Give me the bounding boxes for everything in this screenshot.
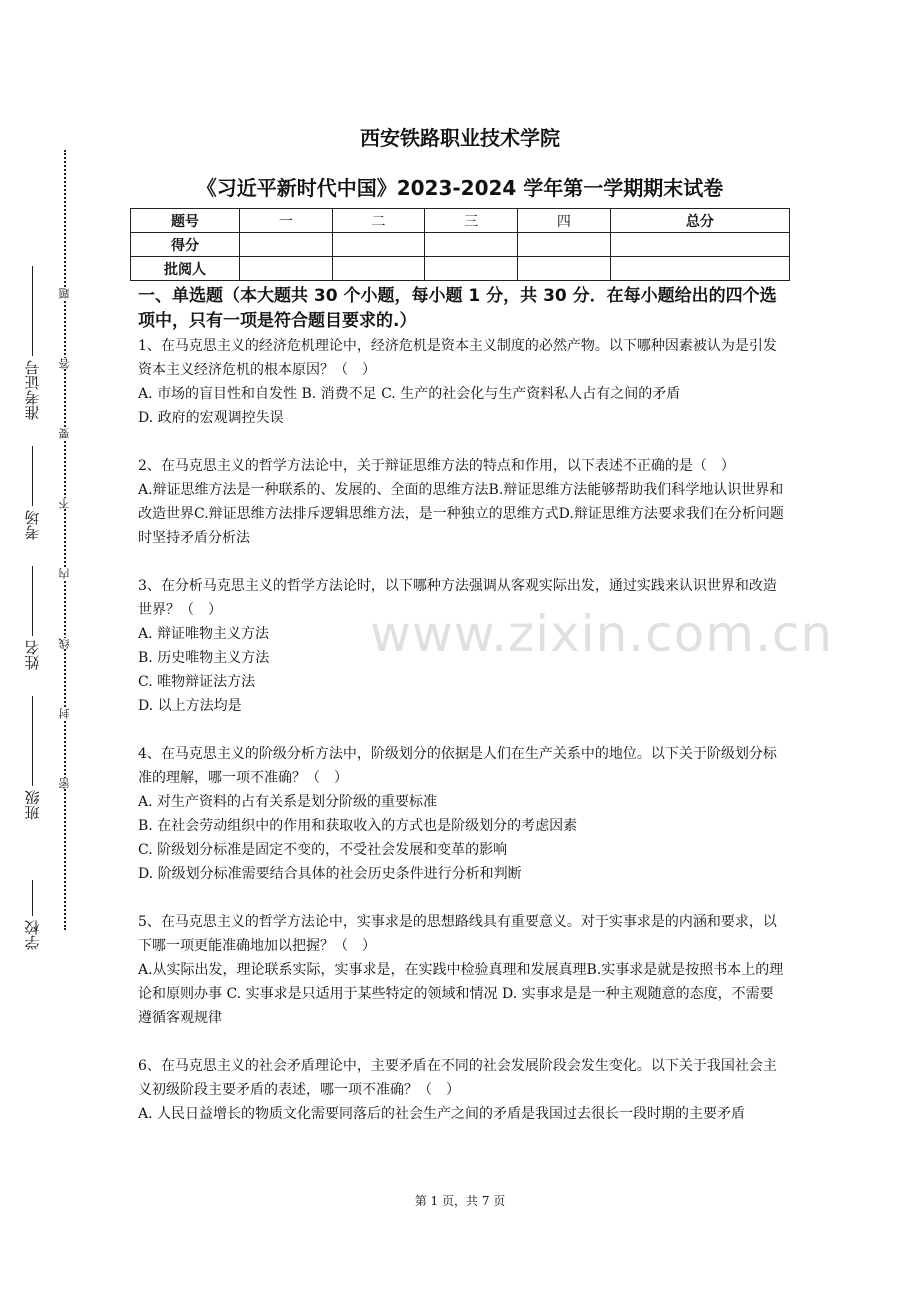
field-name-label: 姓名 — [23, 640, 42, 670]
score-cell — [610, 233, 789, 257]
field-exam-number-line — [31, 266, 33, 356]
score-cell — [332, 233, 425, 257]
seal-char: 答 — [58, 358, 71, 369]
question-content — [138, 284, 786, 1126]
question-option: C. 唯物辩证法方法 — [138, 674, 256, 690]
question-text: 1、在马克思主义的经济危机理论中，经济危机是资本主义制度的必然产物。以下哪种因素被认为是引发资本主义经济危机的根本原因？（ ） — [138, 338, 777, 378]
question-option: A. 对生产资料的占有关系是划分阶级的重要标准 — [138, 794, 438, 810]
question-text: 4、在马克思主义的阶级分析方法中，阶级划分的依据是人们在生产关系中的地位。以下关于阶级划分标准的理解，哪一项不准确？（ ） — [138, 746, 777, 786]
field-name — [12, 560, 52, 670]
seal-char: 要 — [58, 428, 71, 439]
question-option: C. 阶级划分标准是固定不变的，不受社会发展和变革的影响 — [138, 842, 508, 858]
seal-char: 内 — [58, 568, 71, 579]
score-table-header-row — [131, 209, 790, 233]
field-name-line — [31, 566, 33, 636]
field-exam-number-label: 准考证号 — [23, 360, 42, 420]
seal-char: 密 — [58, 778, 71, 789]
score-table — [130, 208, 790, 281]
page-footer: 第 1 页，共 7 页 — [414, 1194, 506, 1208]
seal-char: 题 — [58, 288, 71, 299]
score-col-header: 二 — [332, 209, 425, 233]
section-title: 一、单选题（本大题共 30 个小题，每小题 1 分，共 30 分．在每小题给出的四个选项中，只有一项是符合题目要求的.） — [138, 286, 777, 331]
question-text: 3、在分析马克思主义的哲学方法论时，以下哪种方法强调从客观实际出发，通过实践来认识世界和改造世界？（ ） — [138, 578, 777, 618]
question-option: A.辩证思维方法是一种联系的、发展的、全面的思维方法B.辩证思维方法能够帮助我们科学地认识世界和改造世界C.辩证思维方法排斥逻辑思维方法，是一种独立的思维方式D.辩证思维方法要求我们在分析问题时坚持矛盾分析法 — [138, 482, 784, 546]
question-5 — [138, 910, 786, 1030]
field-class-label: 班级 — [23, 790, 42, 820]
watermark: www.zixin.com.cn — [370, 605, 834, 663]
school-title: 西安铁路职业技术学院 — [360, 126, 560, 150]
question-option: D. 阶级划分标准需要结合具体的社会历史条件进行分析和判断 — [138, 866, 522, 882]
question-option: D. 政府的宏观调控失误 — [138, 410, 284, 426]
score-row-header: 批阅人 — [131, 257, 240, 281]
score-cell — [240, 257, 333, 281]
score-cell — [518, 257, 611, 281]
score-cell — [240, 233, 333, 257]
question-text: 5、在马克思主义的哲学方法论中，实事求是的思想路线具有重要意义。对于实事求是的内涵和要求，以下哪一项更能准确地加以把握？（ ） — [138, 914, 777, 954]
question-option: B. 在社会劳动组织中的作用和获取收入的方式也是阶级划分的考虑因素 — [138, 818, 578, 834]
score-col-header: 一 — [240, 209, 333, 233]
score-cell — [610, 257, 789, 281]
score-row-header: 得分 — [131, 233, 240, 257]
seal-dotted-line — [64, 150, 66, 930]
score-table-row — [131, 257, 790, 281]
question-2 — [138, 454, 786, 550]
question-1 — [138, 334, 786, 430]
score-col-header: 三 — [425, 209, 518, 233]
field-school-line — [31, 880, 33, 916]
field-room-label: 考场 — [23, 510, 42, 540]
seal-char: 封 — [58, 708, 71, 719]
exam-title: 《习近平新时代中国》2023-2024 学年第一学期期末试卷 — [196, 176, 724, 200]
question-option: A. 人民日益增长的物质文化需要同落后的社会生产之间的矛盾是我国过去很长一段时期的主要矛盾 — [138, 1106, 746, 1122]
seal-char: 不 — [58, 498, 71, 509]
question-6 — [138, 1054, 786, 1126]
question-option: B. 历史唯物主义方法 — [138, 650, 270, 666]
question-option: D. 以上方法均是 — [138, 698, 242, 714]
question-4 — [138, 742, 786, 886]
field-class-line — [31, 696, 33, 786]
field-class — [12, 690, 52, 820]
score-col-header: 总分 — [610, 209, 789, 233]
score-cell — [518, 233, 611, 257]
score-col-header: 四 — [518, 209, 611, 233]
question-text: 6、在马克思主义的社会矛盾理论中，主要矛盾在不同的社会发展阶段会发生变化。以下关于我国社会主义初级阶段主要矛盾的表述，哪一项不准确？（ ） — [138, 1058, 777, 1098]
field-room-line — [31, 446, 33, 506]
field-school-label: 学校 — [23, 920, 42, 950]
field-school — [12, 870, 52, 950]
question-option: A. 市场的盲目性和自发性 B. 消费不足 C. 生产的社会化与生产资料私人占有之间的矛盾 — [138, 386, 681, 402]
score-table-row — [131, 233, 790, 257]
score-col-header: 题号 — [131, 209, 240, 233]
question-option: A.从实际出发，理论联系实际，实事求是，在实践中检验真理和发展真理B.实事求是就是按照书本上的理论和原则办事 C. 实事求是只适用于某些特定的领域和情况 D. 实事求是是一种主观随意的态度，不需要遵循客观规律 — [138, 962, 784, 1026]
field-room — [12, 440, 52, 540]
question-option: A. 辩证唯物主义方法 — [138, 626, 270, 642]
seal-char: 线 — [58, 638, 71, 649]
score-cell — [425, 257, 518, 281]
question-text: 2、在马克思主义的哲学方法论中，关于辩证思维方法的特点和作用，以下表述不正确的是（ ） — [138, 458, 735, 474]
field-exam-number — [12, 250, 52, 420]
score-cell — [425, 233, 518, 257]
score-cell — [332, 257, 425, 281]
